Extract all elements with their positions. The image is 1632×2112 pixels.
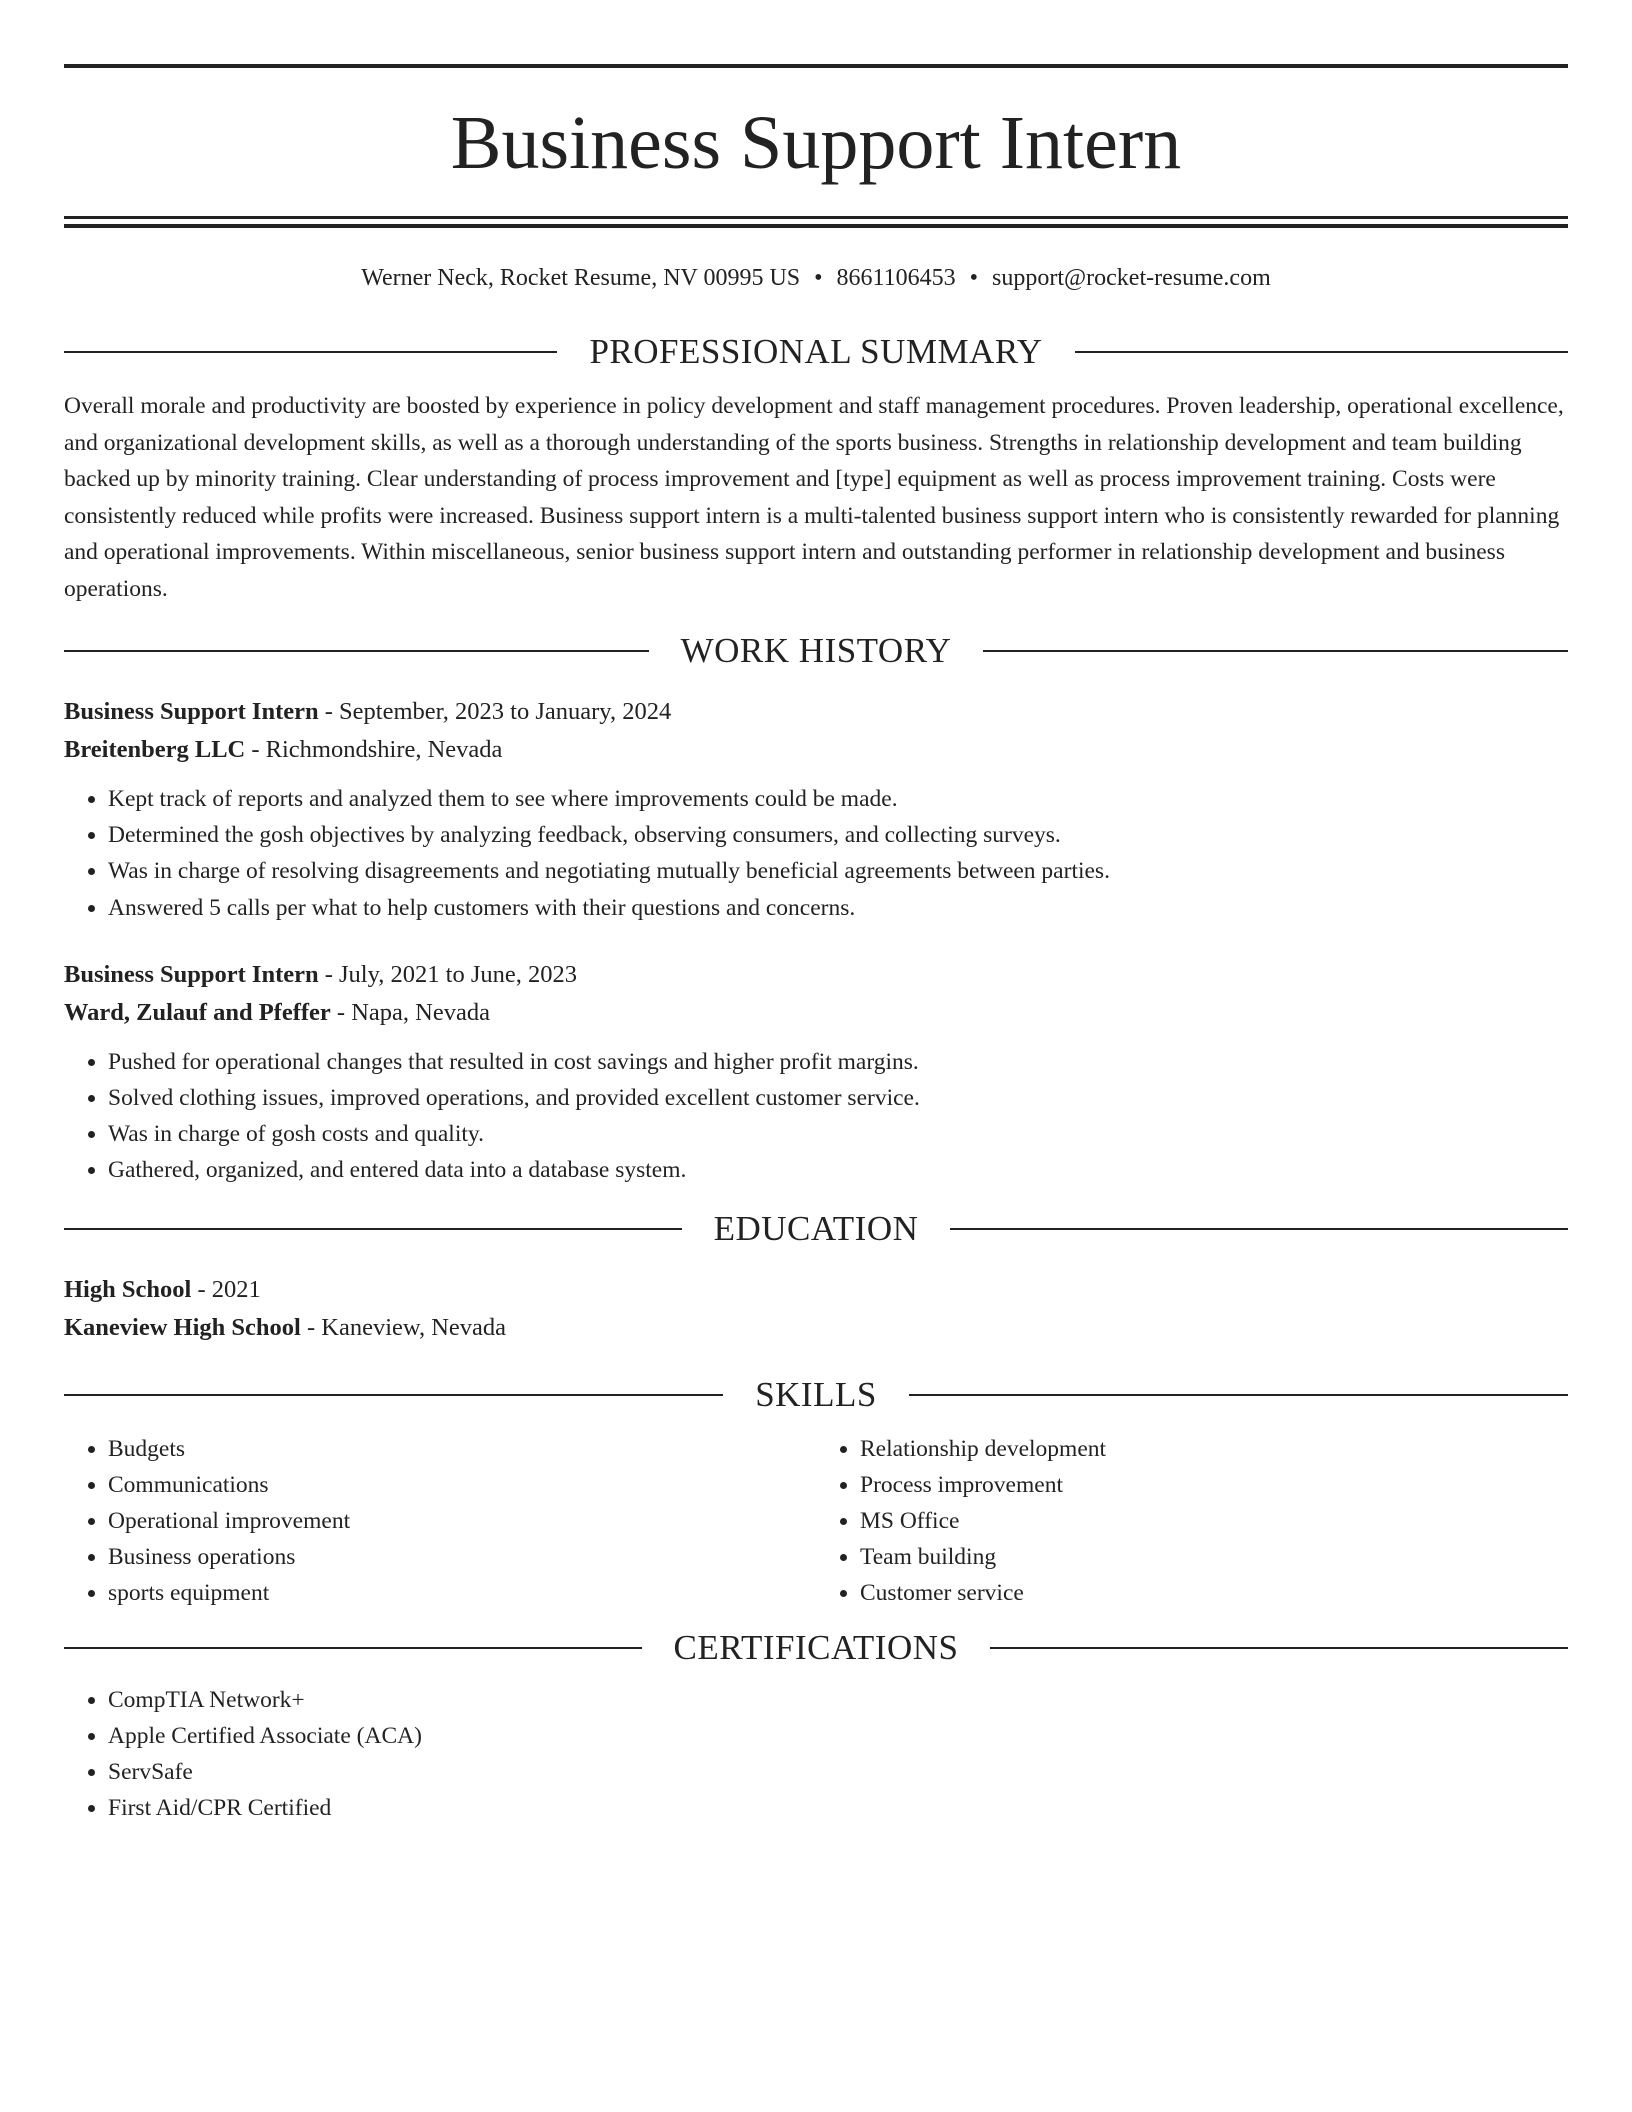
heading-rule	[950, 1228, 1568, 1230]
heading-rule	[1075, 351, 1568, 353]
list-item: • Budgets	[108, 1431, 816, 1467]
education-degree-line	[64, 1271, 1568, 1309]
section-heading-education	[64, 1207, 1568, 1251]
list-item: • sports equipment	[108, 1575, 816, 1611]
list-item: • Answered 5 calls per what to help customers with their questions and concerns.	[108, 890, 1568, 926]
job-location: - Richmondshire, Nevada	[245, 736, 503, 763]
section-title: SKILLS	[755, 1374, 877, 1414]
job-company: Ward, Zulauf and Pfeffer	[64, 998, 331, 1026]
heading-rule	[64, 1647, 642, 1649]
section-title: WORK HISTORY	[680, 631, 952, 670]
education-school-line	[64, 1309, 1568, 1347]
heading-rule	[64, 1228, 682, 1230]
education-degree: High School	[64, 1275, 192, 1303]
list-item: • Apple Certified Associate (ACA)	[108, 1718, 1568, 1754]
section-heading-certifications	[64, 1626, 1568, 1670]
job-title: Business Support Intern	[64, 960, 319, 988]
section-heading-work-history	[64, 629, 1568, 673]
section-heading-summary	[64, 330, 1568, 374]
list-item: • Was in charge of resolving disagreements and negotiating mutually beneficial agreements between parties.	[108, 853, 1568, 889]
resume-title: Business Support Intern	[450, 101, 1182, 185]
list-item: • MS Office	[860, 1503, 1568, 1539]
skills-column-right	[816, 1431, 1568, 1612]
list-item: • Solved clothing issues, improved operations, and provided excellent customer service.	[108, 1080, 1568, 1116]
heading-rule	[990, 1647, 1568, 1649]
job-title-line	[64, 956, 1568, 994]
list-item: • Operational improvement	[108, 1503, 816, 1539]
contact-separator: •	[969, 265, 979, 291]
section-title: PROFESSIONAL SUMMARY	[589, 332, 1043, 371]
list-item: • CompTIA Network+	[108, 1682, 1568, 1718]
job-title-line	[64, 693, 1568, 731]
resume-page	[64, 64, 1568, 1826]
contact-address: Werner Neck, Rocket Resume, NV 00995 US	[361, 265, 801, 291]
list-item: • Pushed for operational changes that resulted in cost savings and higher profit margins.	[108, 1044, 1568, 1080]
job-dates: - September, 2023 to January, 2024	[318, 698, 672, 725]
list-item: • Relationship development	[860, 1431, 1568, 1467]
section-title: CERTIFICATIONS	[673, 1627, 959, 1667]
list-item: • Determined the gosh objectives by analyzing feedback, observing consumers, and collecting surveys.	[108, 817, 1568, 853]
heading-rule	[909, 1394, 1568, 1396]
heading-rule	[64, 650, 649, 652]
list-item: • Communications	[108, 1467, 816, 1503]
list-item: • Customer service	[860, 1575, 1568, 1611]
list-item: • ServSafe	[108, 1754, 1568, 1790]
job-entry	[64, 956, 1568, 1189]
education-entry	[64, 1271, 1568, 1347]
education-location: - Kaneview, Nevada	[300, 1313, 507, 1341]
title-double-rule	[64, 216, 1568, 228]
summary-text: Overall morale and productivity are boosted by experience in policy development and staff management procedures. Proven leadership, operational excellence, and organizational development skills, as well as a thorough understanding of the sports business. Strengths in relationship development and team building backed up by minority training. Clear understanding of process improvement and [type] equipment as well as process improvement training. Costs were consistently reduced while profits were increased. Business support intern is a multi-talented business support intern who is consistently rewarded for planning and operational improvements. Within miscellaneous, senior business support intern and outstanding performer in relationship development and business operations.	[64, 393, 1564, 602]
heading-rule	[64, 1394, 723, 1396]
list-item: • Gathered, organized, and entered data into a database system.	[108, 1152, 1568, 1188]
list-item: • Business operations	[108, 1539, 816, 1575]
heading-rule	[983, 650, 1568, 652]
job-dates: - July, 2021 to June, 2023	[318, 960, 577, 988]
job-company: Breitenberg LLC	[64, 736, 246, 763]
list-item: • Was in charge of gosh costs and quality.	[108, 1116, 1568, 1152]
section-heading-skills	[64, 1373, 1568, 1417]
list-item: • Process improvement	[860, 1467, 1568, 1503]
job-company-line	[64, 731, 1568, 769]
contact-line	[64, 262, 1568, 294]
list-item: • Team building	[860, 1539, 1568, 1575]
job-entry	[64, 693, 1568, 926]
job-location: - Napa, Nevada	[330, 998, 490, 1026]
section-title: EDUCATION	[713, 1208, 919, 1248]
list-item: • First Aid/CPR Certified	[108, 1790, 1568, 1826]
skills-grid	[64, 1431, 1568, 1612]
education-year: - 2021	[191, 1275, 261, 1303]
job-company-line	[64, 994, 1568, 1032]
job-title: Business Support Intern	[64, 698, 319, 725]
list-item: • Kept track of reports and analyzed them to see where improvements could be made.	[108, 781, 1568, 817]
education-school: Kaneview High School	[64, 1313, 301, 1341]
job-bullets	[64, 1044, 1568, 1189]
contact-phone: 8661106453	[836, 265, 956, 291]
job-bullets	[64, 781, 1568, 926]
certifications-list	[64, 1682, 1568, 1827]
skills-column-left	[64, 1431, 816, 1612]
contact-email: support@rocket-resume.com	[992, 265, 1271, 291]
heading-rule	[64, 351, 557, 353]
contact-separator: •	[814, 265, 823, 291]
top-rule	[64, 64, 1568, 68]
